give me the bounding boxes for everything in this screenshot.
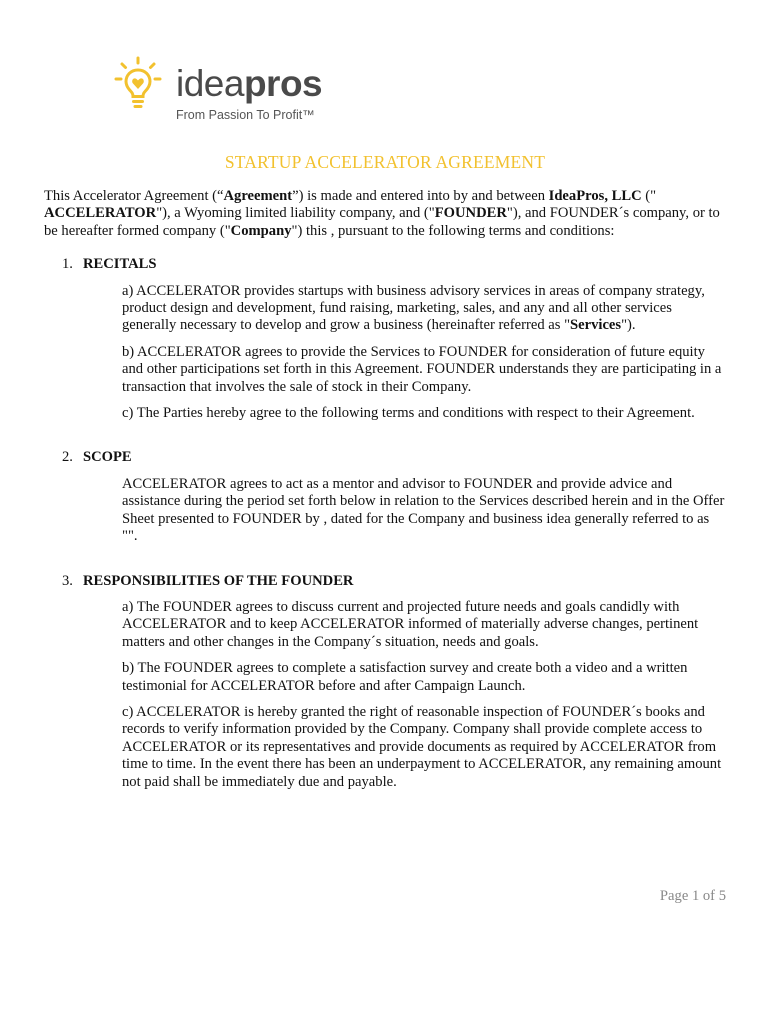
section-body-responsibilities <box>122 599 728 791</box>
scope-paragraph: ACCELERATOR agrees to act as a mentor and advisor to FOUNDER and provide advice and assistance during the period set forth below in relation to the Services described herein and in the Offer Sheet presented to FOUNDER by , dated for the Company and business idea generally referred to as "". <box>122 475 725 545</box>
responsibilities-paragraph-b: b) The FOUNDER agrees to complete a satisfaction survey and create both a video and a written testimonial for ACCELERATOR before and after Campaign Launch. <box>122 660 688 694</box>
document-body <box>44 188 728 800</box>
intro-bold-agreement: Agreement <box>223 188 293 204</box>
recitals-paragraph-a <box>122 283 728 335</box>
ideapros-logo <box>114 56 354 128</box>
intro-bold-founder: FOUNDER <box>434 205 507 222</box>
intro-text-6: ") this , pursuant to the following terms and conditions: <box>291 222 615 239</box>
lightbulb-heart-icon <box>114 56 162 112</box>
page-number: Page 1 of 5 <box>659 888 726 904</box>
recitals-paragraph-c: c) The Parties hereby agree to the following terms and conditions with respect to their Agreement. <box>122 405 695 422</box>
logo-tagline: From Passion To Profit™ <box>176 108 315 122</box>
intro-paragraph <box>44 188 728 240</box>
section-number: 2. <box>62 449 73 466</box>
recitals-a-bold-services: Services <box>570 317 622 334</box>
section-heading-scope <box>62 449 728 466</box>
section-title: RECITALS <box>83 256 157 273</box>
section-body-scope <box>122 476 728 546</box>
section-number: 3. <box>62 572 73 589</box>
intro-bold-ideapros: IdeaPros, LLC <box>548 188 642 204</box>
recitals-a-end: "). <box>621 317 636 334</box>
responsibilities-paragraph-a: a) The FOUNDER agrees to discuss current and projected future needs and goals candidly with ACCELERATOR and to keep ACCELERATOR informed of materially adverse changes, pertinent matters and other changes in the Company´s situation, needs and goals. <box>122 598 699 650</box>
intro-bold-accelerator: ACCELERATOR <box>44 205 157 222</box>
section-heading-recitals <box>62 256 728 273</box>
responsibilities-paragraph-c: c) ACCELERATOR is hereby granted the right of reasonable inspection of FOUNDER´s books and records to verify information provided by the Company. Company shall provide complete access to ACCELERATOR or its representatives and provide documents as required by ACCELERATOR from time to time. In the event there has been an underpayment to ACCELERATOR, any remaining amount not paid shall be immediately due and payable. <box>122 703 722 790</box>
logo-word-pros: pros <box>243 63 323 104</box>
intro-text-3: (" <box>641 188 657 204</box>
intro-bold-company: Company <box>230 222 292 239</box>
section-number: 1. <box>62 256 73 273</box>
intro-text-4: "), a Wyoming limited liability company, and (" <box>156 205 435 222</box>
document-title: STARTUP ACCELERATOR AGREEMENT <box>224 152 546 172</box>
intro-text-2: ”) is made and entered into by and between <box>292 188 549 204</box>
logo-word-idea: idea <box>176 63 244 104</box>
intro-text-5: "), and FOUNDER´s company, or to be hereafter formed company (" <box>44 205 720 239</box>
section-heading-responsibilities <box>62 573 728 590</box>
recitals-paragraph-b: b) ACCELERATOR agrees to provide the Services to FOUNDER for consideration of future equity and other participations set forth in this Agreement. FOUNDER understands they are participating in a transaction that involves the sale of stock in their Company. <box>122 343 722 395</box>
section-title: RESPONSIBILITIES OF THE FOUNDER <box>83 572 354 589</box>
intro-text-1: This Accelerator Agreement (“ <box>44 188 224 204</box>
section-body-recitals <box>122 283 728 423</box>
recitals-a-text: a) ACCELERATOR provides startups with business advisory services in areas of company strategy, product design and development, fund raising, marketing, sales, and any and all other services generally necessary to develop and grow a business (hereinafter referred as " <box>122 282 705 334</box>
section-title: SCOPE <box>83 449 132 466</box>
logo-wordmark <box>176 64 322 104</box>
